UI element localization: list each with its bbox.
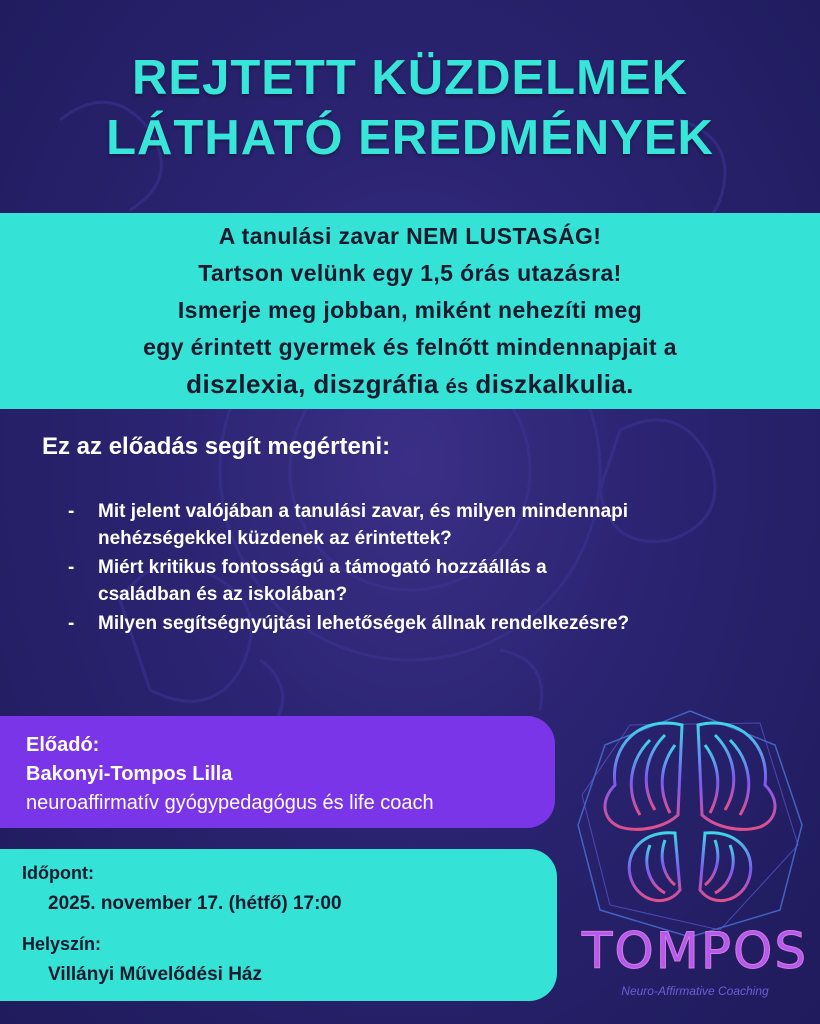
bullet-item — [68, 554, 788, 608]
time-value: 2025. november 17. (hétfő) 17:00 — [48, 893, 342, 914]
band-conditions-2: diszkalkulia. — [475, 369, 634, 399]
bullet-item — [68, 498, 788, 552]
bullet-item — [68, 610, 788, 637]
presenter-role: neuroaffirmatív gyógypedagógus és life coach — [26, 792, 434, 814]
band-conjunction: és — [445, 376, 469, 398]
band-conditions-1: diszlexia, diszgráfia — [186, 369, 439, 399]
bullet-dash: - — [68, 501, 75, 522]
logo-wordmark: TOMPOS — [581, 922, 809, 980]
event-info-card — [0, 849, 557, 1001]
bullet-text: Miért kritikus fontosságú a támogató hozzáállás a — [98, 557, 547, 578]
bullet-text-cont: családban és az iskolában? — [98, 584, 348, 605]
band-line-3: Ismerje meg jobban, miként nehezíti meg — [177, 297, 643, 323]
place-label: Helyszín: — [22, 934, 102, 954]
band-line-1: A tanulási zavar NEM LUSTASÁG! — [218, 223, 602, 249]
presenter-name: Bakonyi-Tompos Lilla — [26, 763, 233, 785]
page-title — [0, 48, 820, 168]
band-line-2: Tartson velünk egy 1,5 órás utazásra! — [198, 260, 622, 286]
bullet-text-cont: nehézségekkel küzdenek az érintettek? — [98, 528, 452, 549]
band-line-4: egy érintett gyermek és felnőtt mindennapjait a — [143, 334, 677, 360]
bullet-text: Mit jelent valójában a tanulási zavar, és milyen mindennapi — [98, 501, 629, 522]
bullet-text: Milyen segítségnyújtási lehetőségek állnak rendelkezésre? — [98, 613, 630, 634]
title-line-1: REJTETT KÜZDELMEK — [132, 51, 688, 105]
time-label: Időpont: — [22, 863, 94, 883]
bullet-dash: - — [68, 613, 75, 634]
place-value: Villányi Művelődési Ház — [48, 964, 263, 985]
title-line-2: LÁTHATÓ EREDMÉNYEK — [106, 111, 714, 165]
bullet-dash: - — [68, 557, 75, 578]
presenter-label: Előadó: — [26, 734, 100, 756]
band-line-5 — [0, 366, 820, 406]
intro-heading: Ez az előadás segít megérteni: — [42, 433, 391, 460]
bullet-list — [68, 498, 788, 639]
presenter-card — [0, 716, 555, 828]
logo-tagline: Neuro-Affirmative Coaching — [621, 984, 769, 998]
highlight-band — [0, 213, 820, 409]
